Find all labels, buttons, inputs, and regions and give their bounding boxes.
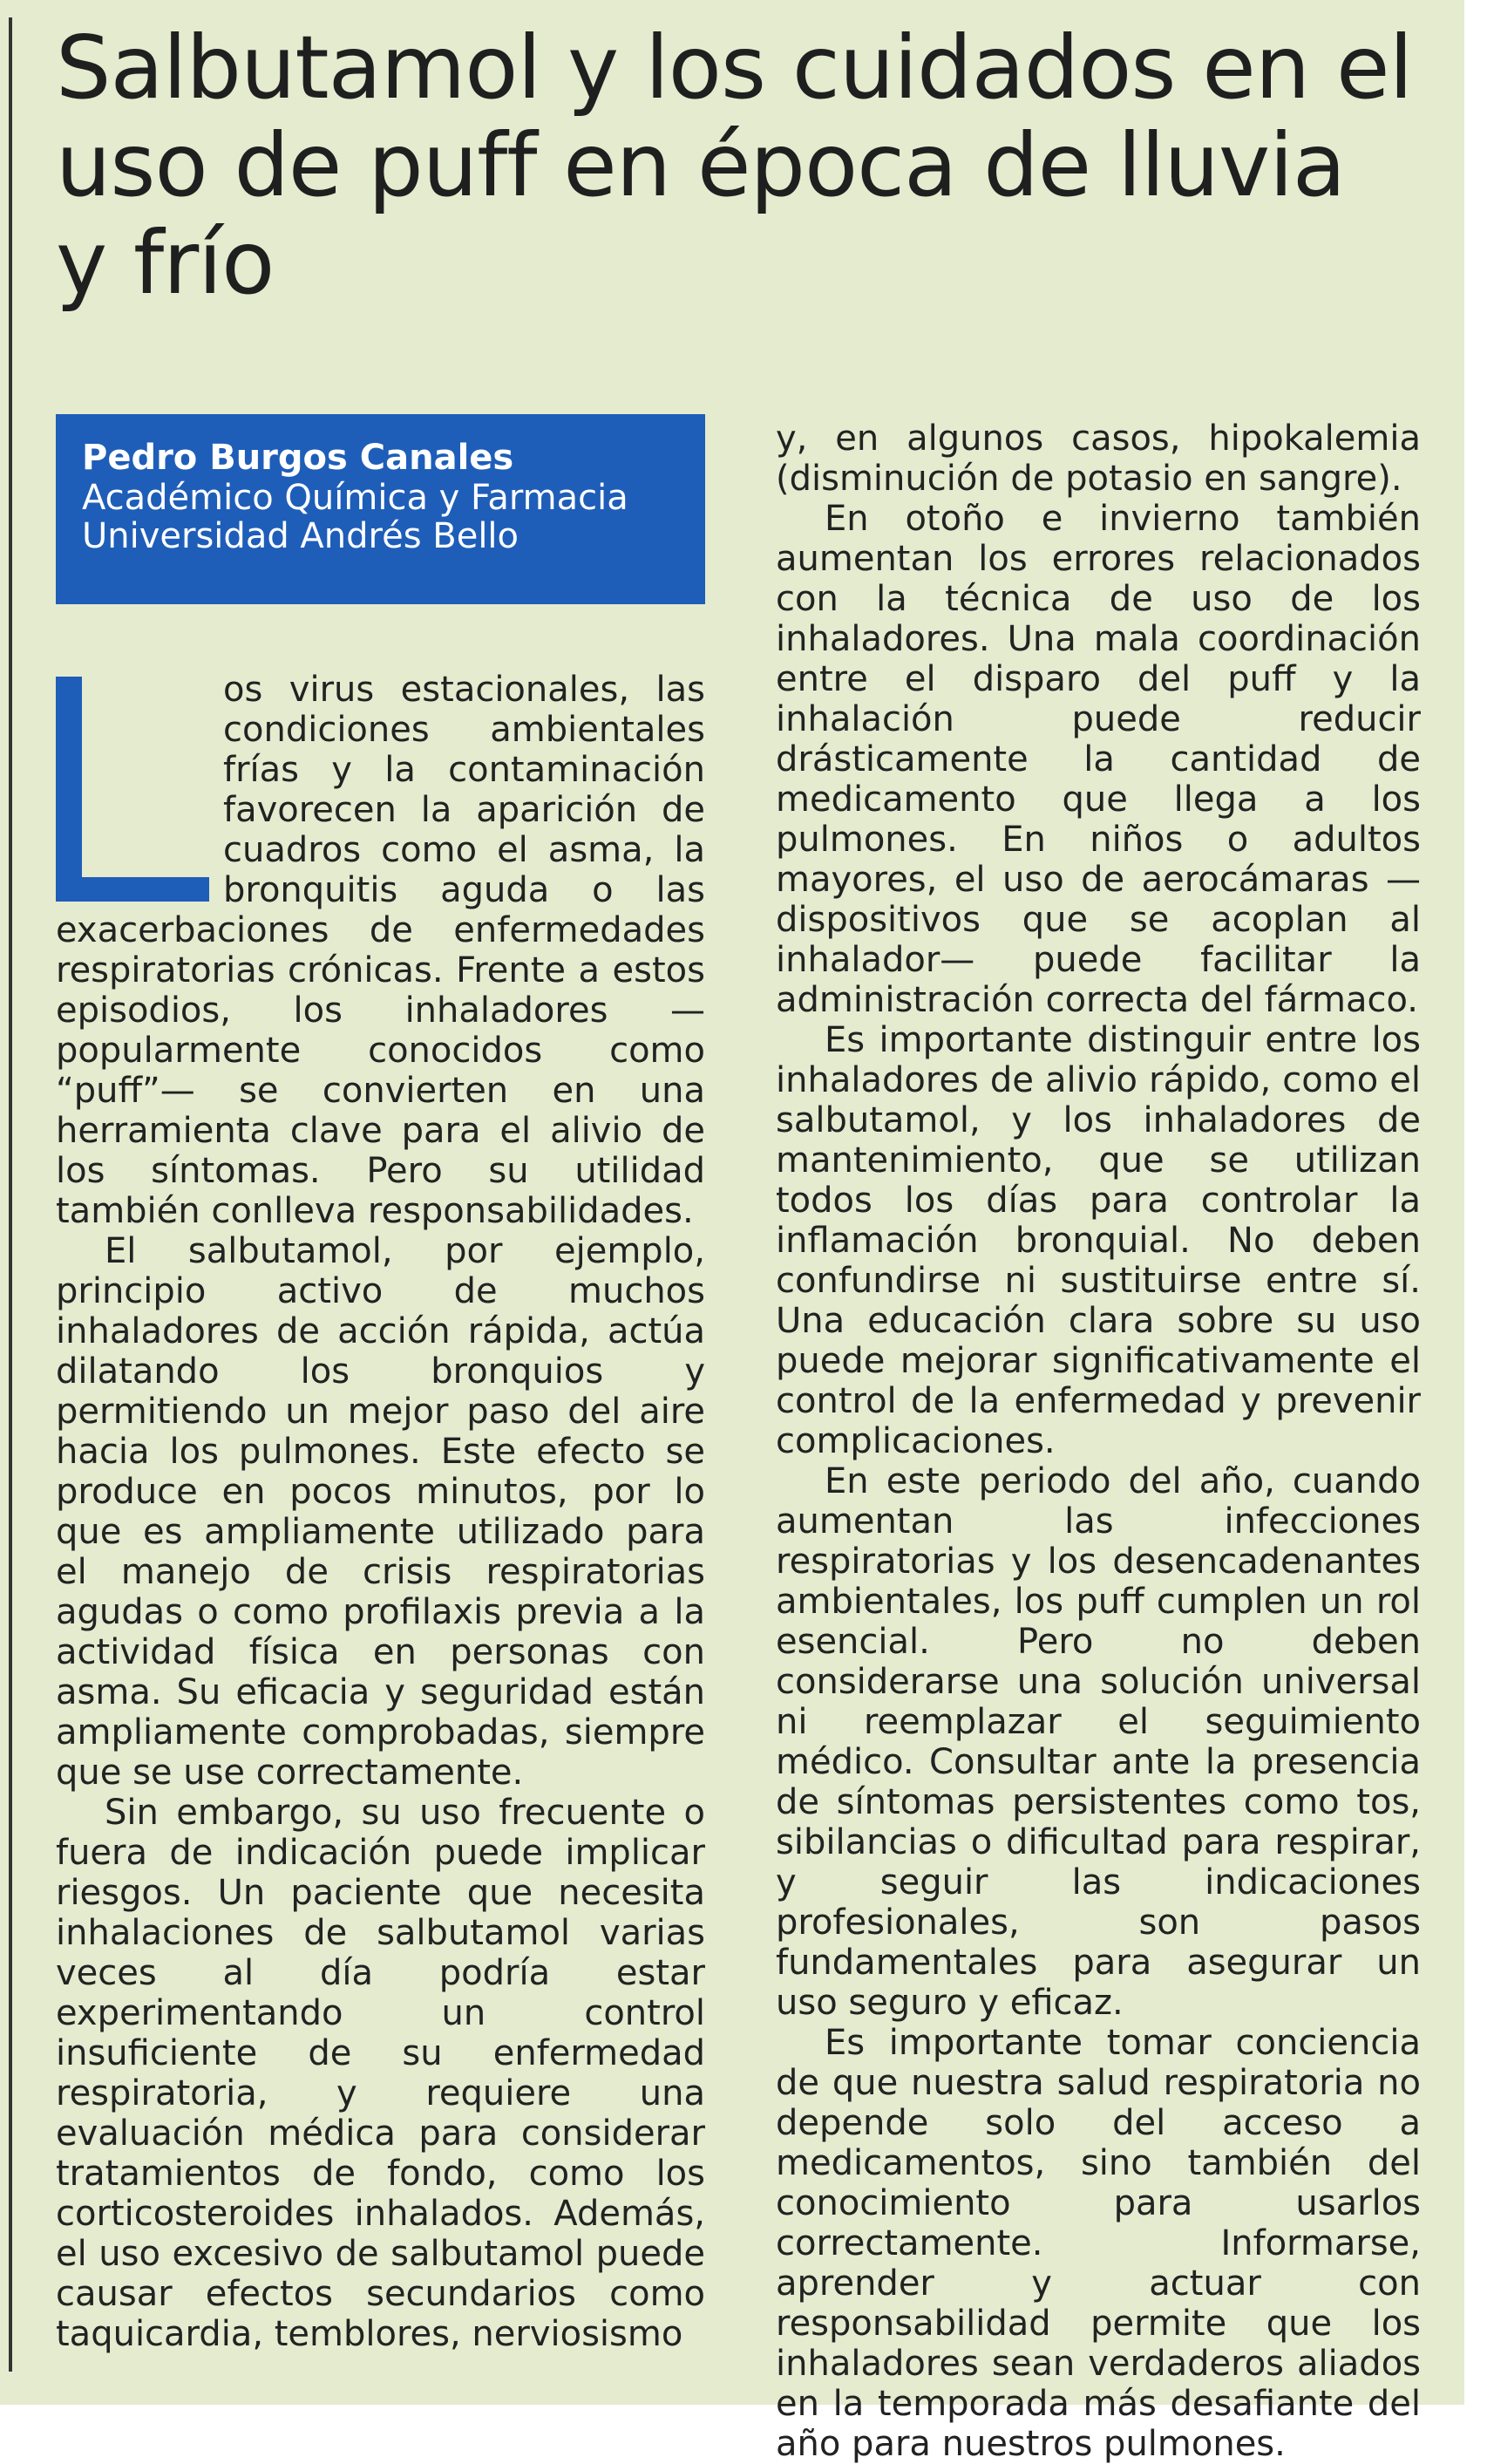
author-institution: Universidad Andrés Bello xyxy=(82,516,519,556)
paragraph-1 xyxy=(56,670,705,1231)
article-column-right xyxy=(776,419,1421,2464)
drop-cap xyxy=(56,670,209,903)
headline: Salbutamol y los cuidados en el uso de puff en época de lluvia y frío xyxy=(56,17,1413,314)
paragraph-3: Sin embargo, su uso frecuente o fuera de indicación puede implicar riesgos. Un paciente que necesita inhalaciones de salbutamol varias veces al día podría estar experimentando un control insuficiente de su enfermedad respiratoria, y requiere una evaluación médica para considerar tratamientos de fondo, como los corticosteroides inhalados. Además, el uso excesivo de salbutamol puede causar efectos secundarios como taquicardia, temblores, nerviosismo xyxy=(56,1793,705,2354)
paragraph-7: Es importante tomar conciencia de que nuestra salud respiratoria no depende solo del acceso a medicamentos, sino también del conocimiento para usarlos correctamente. Informarse, aprender y actuar con responsabilidad permite que los inhaladores sean verdaderos aliados en la temporada más desafiante del año para nuestros pulmones. xyxy=(776,2023,1421,2464)
column-rule xyxy=(9,17,12,2372)
paragraph-2: El salbutamol, por ejemplo, principio activo de muchos inhaladores de acción rápida, actúa dilatando los bronquios y permitiendo un mejor paso del aire hacia los pulmones. Este efecto se produce en pocos minutos, por lo que es ampliamente utilizado para el manejo de crisis respiratorias agudas o como profilaxis previa a la actividad física en personas con asma. Su eficacia y seguridad están ampliamente comprobadas, siempre que se use correctamente. xyxy=(56,1231,705,1793)
page-margin xyxy=(1464,0,1487,2405)
byline-box xyxy=(56,414,705,604)
author-name: Pedro Burgos Canales xyxy=(82,438,514,478)
paragraph-6: En este periodo del año, cuando aumentan las infecciones respiratorias y los desencadenantes ambientales, los puff cumplen un rol esencial. Pero no deben considerarse una solución universal ni reemplazar el seguimiento médico. Consultar ante la presencia de síntomas persistentes como tos, sibilancias o dificultad para respirar, y seguir las indicaciones profesionales, son pasos fundamentales para asegurar un uso seguro y eficaz. xyxy=(776,1461,1421,2023)
article-column-left xyxy=(56,670,705,2354)
paragraph-5: Es importante distinguir entre los inhaladores de alivio rápido, como el salbutamol, y los inhaladores de mantenimiento, que se utilizan todos los días para controlar la inflamación bronquial. No deben confundirse ni sustituirse entre sí. Una educación clara sobre su uso puede mejorar significativamente el control de la enfermedad y prevenir complicaciones. xyxy=(776,1020,1421,1461)
paragraph-1-text: os virus estacionales, las condiciones ambientales frías y la contaminación favorecen la aparición de cuadros como el asma, la bronquitis aguda o las exacerbaciones de enfermedades respiratorias crónicas. Frente a estos episodios, los inhaladores —popularmente conocidos como “puff”— se convierten en una herramienta clave para el alivio de los síntomas. Pero su utilidad también conlleva responsabilidades. xyxy=(56,670,705,1231)
author-role: Académico Química y Farmacia xyxy=(82,478,628,518)
paragraph-3-continued: y, en algunos casos, hipokalemia (disminución de potasio en sangre). xyxy=(776,419,1421,499)
drop-cap-glyph xyxy=(56,677,209,902)
paragraph-4: En otoño e invierno también aumentan los errores relacionados con la técnica de uso de los inhaladores. Una mala coordinación entre el disparo del puff y la inhalación puede reducir drásticamente la cantidad de medicamento que llega a los pulmones. En niños o adultos mayores, el uso de aerocámaras —dispositivos que se acoplan al inhalador— puede facilitar la administración correcta del fármaco. xyxy=(776,499,1421,1020)
